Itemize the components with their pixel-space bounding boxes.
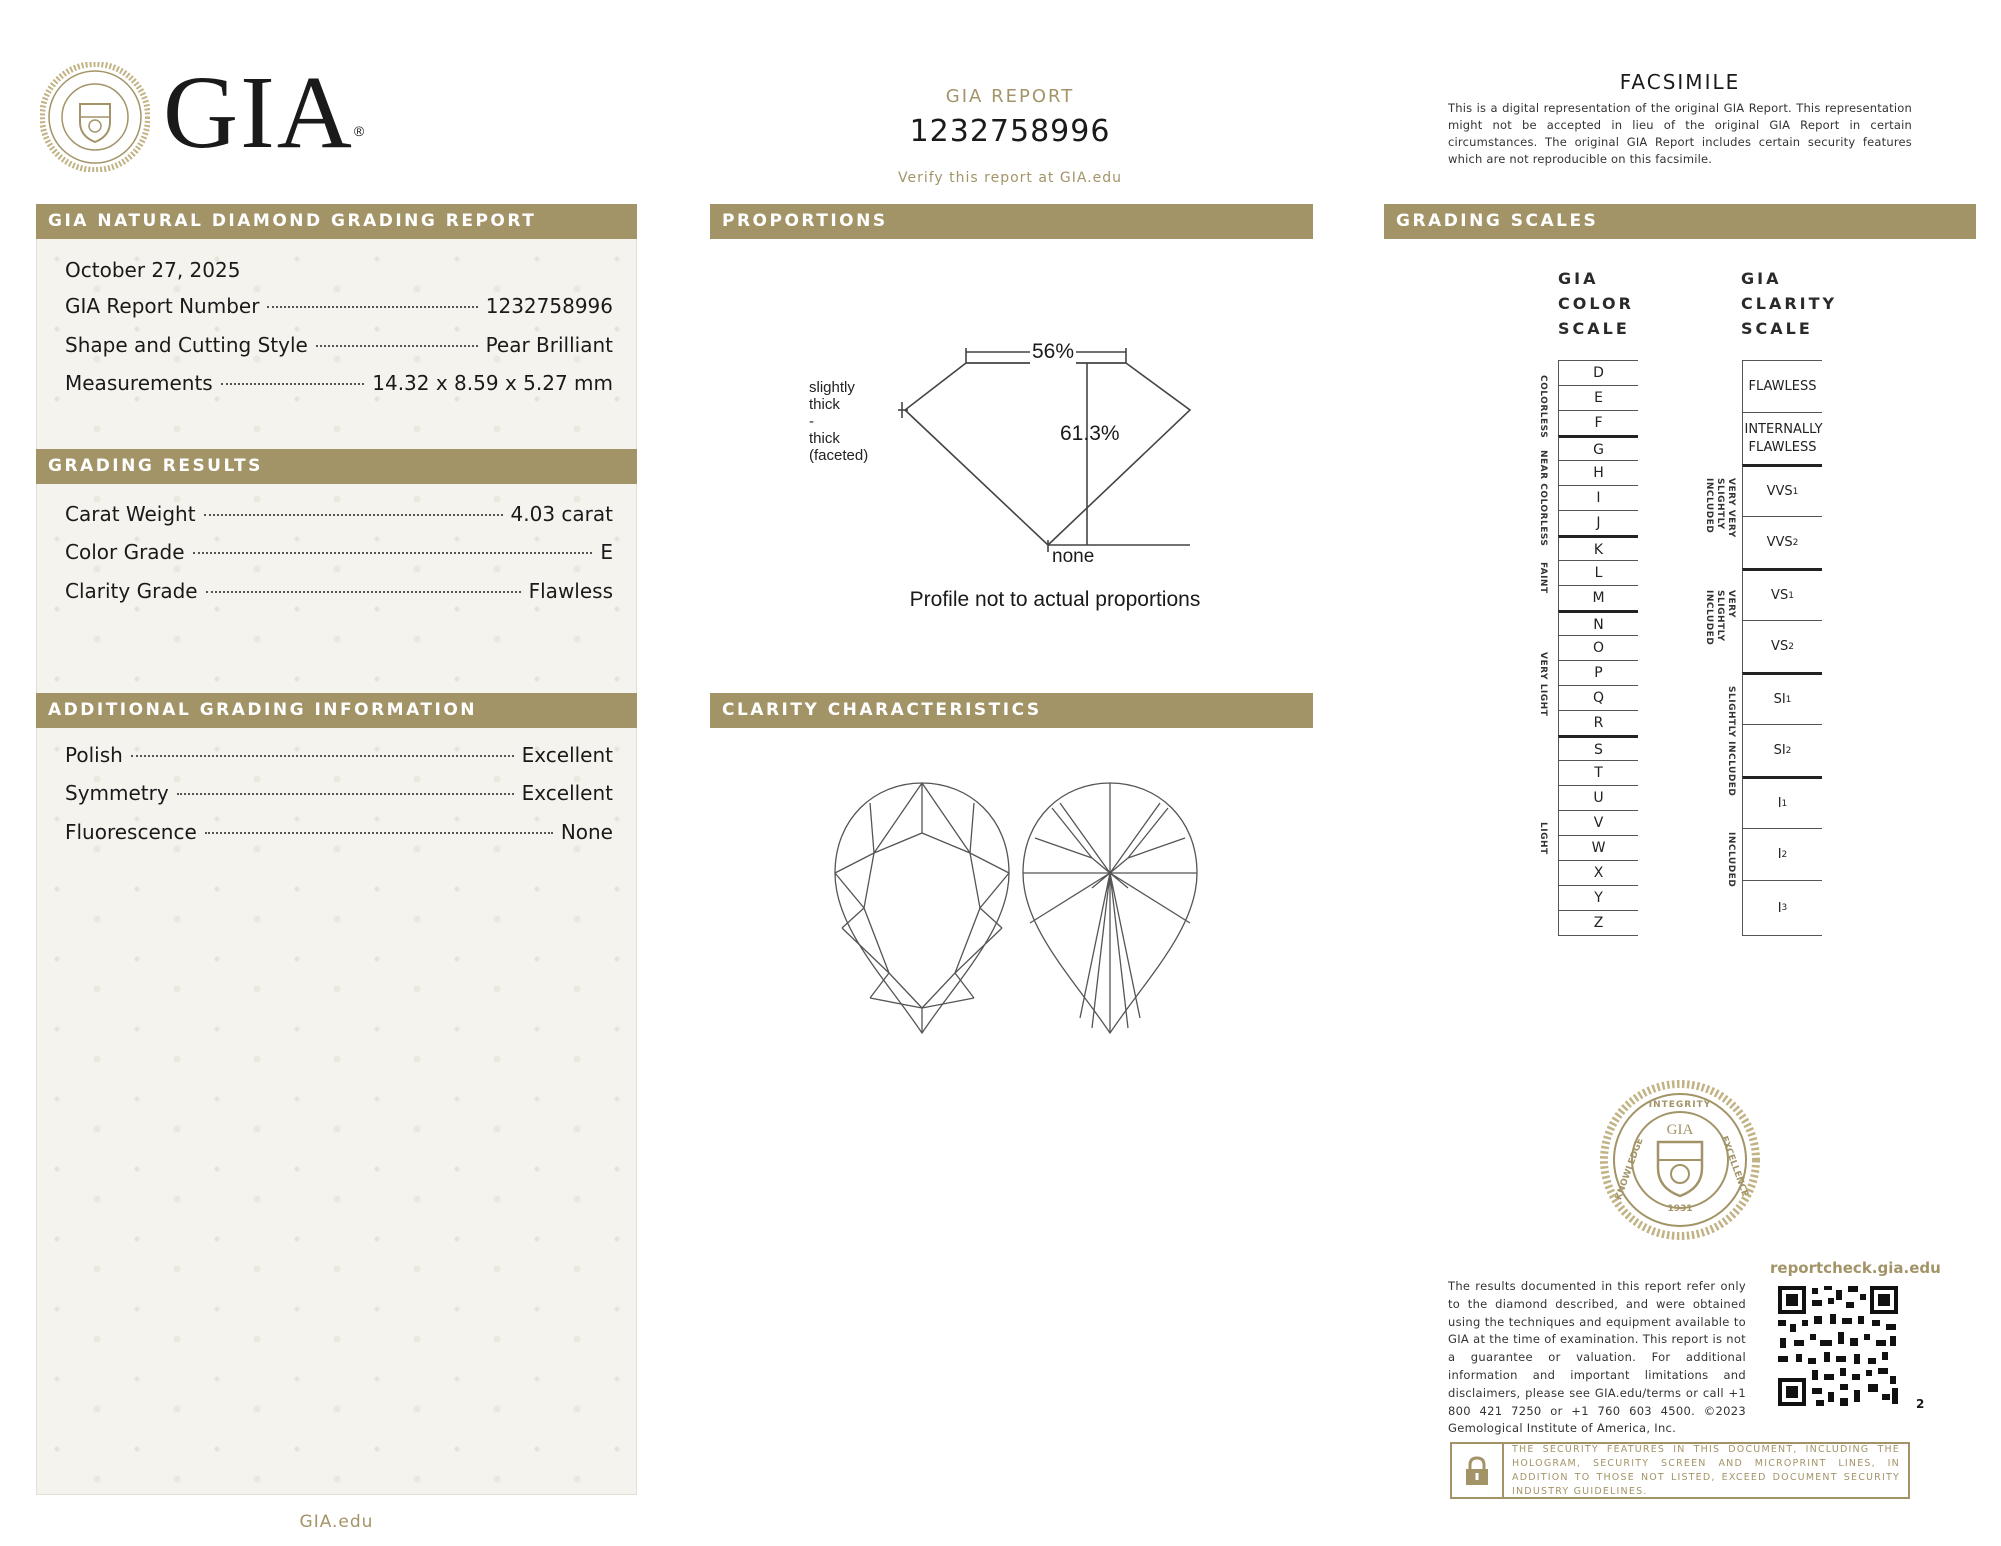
- group-very-light: VERY LIGHT: [1538, 652, 1548, 717]
- security-text: THE SECURITY FEATURES IN THIS DOCUMENT, INCLUDING THE HOLOGRAM, SECURITY SCREEN AND MICROPRINT LINES, IN ADDITION TO THOSE NOT LISTED, EXCEED DOCUMENT SECURITY INDUSTRY GUIDELINES.: [1512, 1443, 1900, 1497]
- group-included: INCLUDED: [1726, 832, 1736, 888]
- clarity-characteristics-heading: CLARITY CHARACTERISTICS: [710, 693, 1313, 728]
- group-vvs: VERY VERY SLIGHTLY INCLUDED: [1704, 478, 1736, 538]
- facsimile-title: FACSIMILE: [1619, 70, 1741, 94]
- color-grade-cell: M: [1558, 585, 1638, 610]
- clarity-sub: 1: [1785, 694, 1792, 705]
- table-percent: 56%: [1032, 340, 1075, 363]
- row-label: Carat Weight: [65, 502, 196, 526]
- seal-small-icon: [40, 62, 150, 172]
- girdle-line-3: -: [809, 413, 814, 430]
- row-value: None: [560, 820, 613, 844]
- group-vs: VERY SLIGHTLY INCLUDED: [1704, 590, 1736, 646]
- gia-seal-small: [40, 62, 150, 172]
- color-grade-cell: U: [1558, 785, 1638, 810]
- title-line: GIA: [1558, 269, 1599, 288]
- gia-logo: [163, 55, 367, 170]
- seal-year: 1931: [1667, 1204, 1693, 1214]
- row-label: Polish: [65, 743, 123, 767]
- color-grade-row: [65, 540, 613, 574]
- clarity-grade-cell: [1742, 724, 1822, 776]
- clarity-scale: [1742, 360, 1822, 935]
- clarity-main: I: [1777, 796, 1782, 811]
- clarity-grade-cell: [1742, 828, 1822, 880]
- reportcheck-link[interactable]: reportcheck.gia.edu: [1770, 1259, 1941, 1277]
- row-value: Flawless: [528, 579, 613, 603]
- row-label: Measurements: [65, 371, 213, 395]
- clarity-main: VS: [1771, 639, 1789, 654]
- row-label: Color Grade: [65, 540, 185, 564]
- clarity-main: I: [1777, 847, 1782, 862]
- row-label: Shape and Cutting Style: [65, 333, 308, 357]
- clarity-grade-cell: [1742, 880, 1822, 935]
- color-grade-cell: W: [1558, 835, 1638, 860]
- color-grade-cell: O: [1558, 635, 1638, 660]
- clarity-grade-cell: [1742, 464, 1822, 516]
- title-line: COLOR: [1558, 294, 1634, 313]
- leader-dots: [316, 345, 478, 347]
- leader-dots: [193, 552, 593, 554]
- leader-dots: [205, 832, 553, 834]
- color-scale-bottom: [1558, 935, 1638, 936]
- clarity-main: VS: [1771, 588, 1789, 603]
- color-scale-title: [1558, 266, 1634, 341]
- verify-link[interactable]: Verify this report at GIA.edu: [897, 170, 1123, 186]
- color-grade-cell: E: [1558, 385, 1638, 410]
- color-grade-cell: K: [1558, 535, 1638, 560]
- report-label: GIA REPORT: [945, 86, 1075, 107]
- leader-dots: [206, 591, 521, 593]
- clarity-grade-cell: [1742, 412, 1822, 464]
- additional-info-heading: ADDITIONAL GRADING INFORMATION: [36, 693, 637, 728]
- color-grade-cell: P: [1558, 660, 1638, 685]
- logo-text: GIA: [163, 55, 354, 170]
- profile-outline: [905, 363, 1190, 545]
- symmetry-row: [65, 781, 613, 815]
- color-grade-cell: Q: [1558, 685, 1638, 710]
- crown-facets: [835, 783, 1009, 1033]
- clarity-main: VVS: [1766, 535, 1793, 550]
- group-si: SLIGHTLY INCLUDED: [1726, 686, 1736, 797]
- row-label: GIA Report Number: [65, 294, 260, 318]
- clarity-grade-cell: [1742, 360, 1822, 412]
- measurements-row: [65, 371, 613, 405]
- report-number-row: [65, 294, 613, 328]
- row-label: Symmetry: [65, 781, 169, 805]
- color-grade-cell: J: [1558, 510, 1638, 535]
- security-box: [1450, 1442, 1910, 1499]
- seal-left-text: KNOWLEDGE: [1614, 1136, 1646, 1202]
- report-panel-background: [36, 238, 637, 1495]
- clarity-main: INTERNALLY FLAWLESS: [1744, 421, 1823, 455]
- clarity-main: I: [1777, 900, 1782, 916]
- gia-edu-link[interactable]: GIA.edu: [299, 1512, 374, 1532]
- color-scale: [1558, 360, 1638, 935]
- leader-dots: [267, 306, 477, 308]
- shape-row: [65, 333, 613, 367]
- carat-row: [65, 502, 613, 536]
- leader-dots: [221, 383, 365, 385]
- clarity-main: SI: [1773, 743, 1786, 758]
- clarity-grade-row: [65, 579, 613, 613]
- row-value: E: [600, 540, 613, 564]
- clarity-main: VVS: [1766, 484, 1793, 499]
- color-grade-cell: X: [1558, 860, 1638, 885]
- profile-note: Profile not to actual proportions: [909, 588, 1201, 611]
- seal-center-text: GIA: [1666, 1122, 1694, 1138]
- title-line: GIA: [1741, 269, 1782, 288]
- title-line: SCALE: [1741, 319, 1813, 338]
- color-grade-cell: R: [1558, 710, 1638, 735]
- row-value: 14.32 x 8.59 x 5.27 mm: [372, 371, 613, 395]
- title-line: CLARITY: [1741, 294, 1838, 313]
- color-grade-cell: G: [1558, 435, 1638, 460]
- disclaimer-text: The results documented in this report refer only to the diamond described, and were obtained using the techniques and equipment available to GIA at the time of examination. This report is not a guarantee or valuation. For additional information and important limitations and disclaimers, please see GIA.edu/terms or call +1 800 421 7250 or +1 760 603 4500. ©2023 Gemological Institute of America, Inc.: [1448, 1279, 1746, 1436]
- leader-dots: [131, 755, 514, 757]
- clarity-sub: 2: [1792, 537, 1799, 548]
- leader-dots: [204, 514, 503, 516]
- row-value: 1232758996: [485, 294, 613, 318]
- culet-label: none: [1052, 546, 1095, 567]
- row-label: Fluorescence: [65, 820, 197, 844]
- color-grade-cell: Y: [1558, 885, 1638, 910]
- clarity-grade-cell: [1742, 620, 1822, 672]
- qr-code[interactable]: [1776, 1284, 1900, 1408]
- clarity-sub: 1: [1781, 798, 1788, 809]
- facsimile-text: This is a digital representation of the original GIA Report. This representation might not be accepted in lieu of the original GIA Report in certain circumstances. The original GIA Report includes certain security features which are not reproducible on this facsimile.: [1448, 101, 1912, 166]
- pavilion-facets: [1023, 783, 1197, 1033]
- depth-percent: 61.3%: [1060, 422, 1120, 445]
- color-grade-cell: Z: [1558, 910, 1638, 935]
- clarity-main: SI: [1773, 692, 1786, 707]
- report-date: October 27, 2025: [65, 258, 241, 282]
- seal-top-text: INTEGRITY: [1648, 1100, 1712, 1110]
- girdle-label: [809, 379, 868, 464]
- grading-scales-heading: GRADING SCALES: [1384, 204, 1976, 239]
- row-value: Excellent: [521, 781, 613, 805]
- girdle-line-4: thick: [809, 430, 840, 447]
- clarity-sub: 1: [1792, 486, 1799, 497]
- color-grade-cell: N: [1558, 610, 1638, 635]
- group-colorless: COLORLESS: [1538, 375, 1548, 439]
- row-value: 4.03 carat: [510, 502, 613, 526]
- qr-code-icon: [1776, 1284, 1900, 1408]
- clarity-grade-cell: [1742, 776, 1822, 828]
- grading-results-heading: GRADING RESULTS: [36, 449, 637, 484]
- clarity-grade-cell: [1742, 568, 1822, 620]
- group-near-colorless: NEAR COLORLESS: [1538, 450, 1548, 547]
- girdle-line-1: slightly: [809, 379, 855, 396]
- group-faint: FAINT: [1538, 562, 1548, 594]
- row-label: Clarity Grade: [65, 579, 198, 603]
- clarity-plot-diagram: [830, 778, 1210, 1040]
- title-line: SCALE: [1558, 319, 1630, 338]
- crown-table: [864, 833, 980, 1008]
- row-value: Pear Brilliant: [485, 333, 613, 357]
- clarity-sub: 1: [1788, 590, 1794, 601]
- row-value: Excellent: [521, 743, 613, 767]
- clarity-main: FLAWLESS: [1748, 379, 1817, 394]
- fluorescence-row: [65, 820, 613, 854]
- color-grade-cell: H: [1558, 460, 1638, 485]
- clarity-sub: 2: [1788, 641, 1794, 652]
- girdle-line-2: thick: [809, 396, 840, 413]
- proportions-heading: PROPORTIONS: [710, 204, 1313, 239]
- leader-dots: [177, 793, 514, 795]
- security-lock-icon: [1452, 1444, 1504, 1497]
- color-grade-cell: V: [1558, 810, 1638, 835]
- clarity-sub: 3: [1781, 903, 1788, 913]
- color-grade-cell: I: [1558, 485, 1638, 510]
- polish-row: [65, 743, 613, 777]
- clarity-sub: 2: [1781, 849, 1788, 860]
- color-grade-cell: F: [1558, 410, 1638, 435]
- color-grade-cell: D: [1558, 360, 1638, 385]
- clarity-grade-cell: [1742, 516, 1822, 568]
- registered-mark: ®: [353, 123, 367, 139]
- grading-report-heading: GIA NATURAL DIAMOND GRADING REPORT: [36, 204, 637, 239]
- clarity-scale-title: [1741, 266, 1837, 341]
- gia-seal-large: [1600, 1080, 1760, 1240]
- seal-right-text: EXCELLENCE: [1718, 1135, 1750, 1199]
- girdle-line-5: (faceted): [809, 447, 869, 464]
- color-grade-cell: S: [1558, 735, 1638, 760]
- clarity-grade-cell: [1742, 672, 1822, 724]
- color-grade-cell: L: [1558, 560, 1638, 585]
- page-number: 2: [1916, 1397, 1925, 1411]
- report-number: 1232758996: [909, 114, 1111, 149]
- clarity-sub: 2: [1785, 745, 1792, 756]
- color-grade-cell: T: [1558, 760, 1638, 785]
- group-light: LIGHT: [1538, 822, 1548, 855]
- clarity-scale-bottom: [1742, 935, 1822, 936]
